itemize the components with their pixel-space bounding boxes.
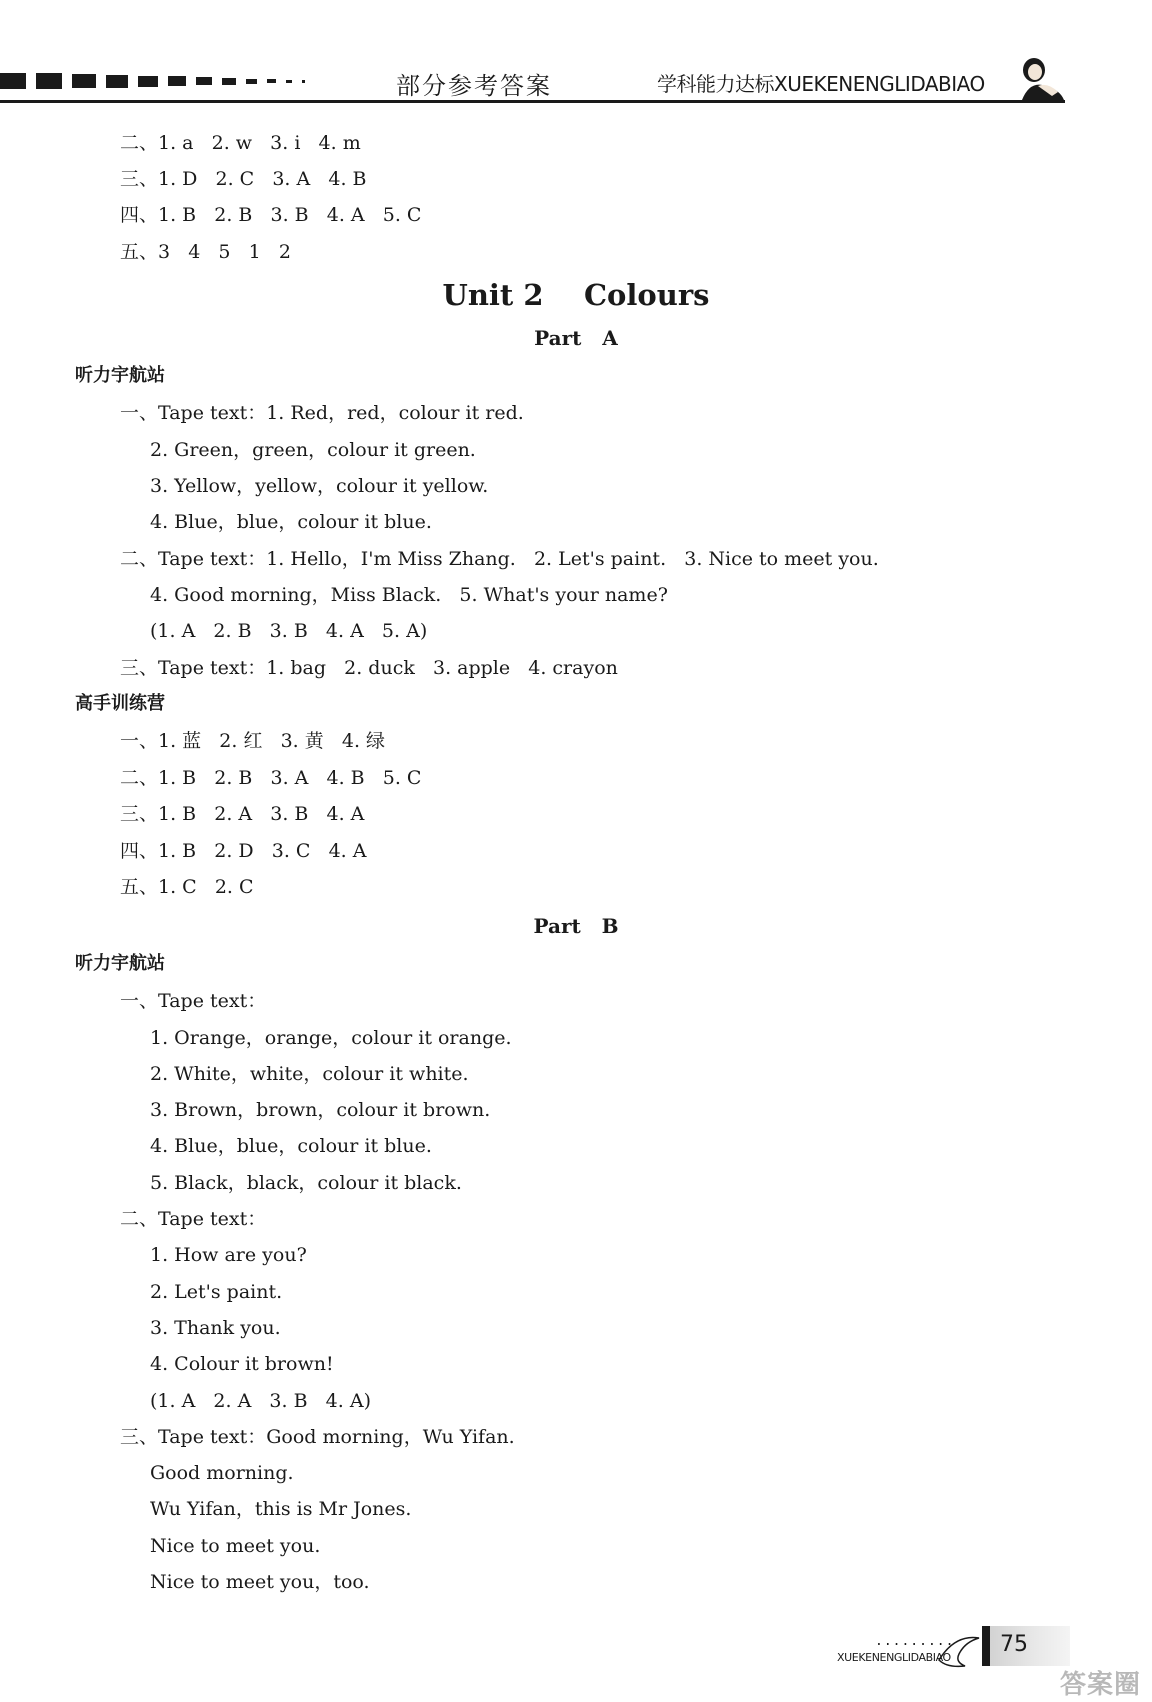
header-rule [0, 100, 1065, 103]
tape-text-line: 4. Blue，blue，colour it blue. [150, 511, 432, 533]
answer-line: 五、3 4 5 1 2 [120, 241, 291, 263]
tape-text-line: 2. Let's paint. [150, 1281, 283, 1303]
page-header [0, 56, 1080, 110]
answer-line: 四、1. B 2. B 3. B 4. A 5. C [120, 204, 422, 226]
tape-text-line: Good morning. [150, 1462, 294, 1484]
swoosh-icon [935, 1630, 985, 1670]
answer-line: 三、1. D 2. C 3. A 4. B [120, 168, 367, 190]
tape-text-line: Wu Yifan，this is Mr Jones. [150, 1498, 412, 1520]
tape-text-line: 三、Tape text：Good morning，Wu Yifan. [120, 1426, 515, 1448]
tape-text-line: 3. Thank you. [150, 1317, 281, 1339]
student-figure-icon [1008, 56, 1066, 102]
part-b-title: Part B [533, 914, 619, 938]
unit-title: Unit 2 Colours [442, 278, 710, 312]
tape-text-line: Nice to meet you. [150, 1535, 321, 1557]
answer-line: 四、1. B 2. D 3. C 4. A [120, 840, 367, 862]
header-title: 部分参考答案 [396, 72, 552, 100]
section-heading-training: 高手训练营 [75, 693, 165, 714]
header-dash-decoration [0, 70, 315, 92]
page-number-box [982, 1626, 1070, 1666]
tape-text-line: 三、Tape text：1. bag 2. duck 3. apple 4. crayon [120, 657, 618, 679]
section-heading-listening: 听力宇航站 [75, 365, 165, 386]
tape-text-line: 5. Black，black，colour it black. [150, 1172, 462, 1194]
page-number: 75 [1000, 1632, 1028, 1657]
tape-text-line: 2. Green，green，colour it green. [150, 439, 476, 461]
answer-line: 二、1. B 2. B 3. A 4. B 5. C [120, 767, 422, 789]
answer-line: (1. A 2. A 3. B 4. A) [150, 1390, 371, 1412]
answer-line: 一、1. 蓝 2. 红 3. 黄 4. 绿 [120, 730, 386, 752]
page-number-bar [982, 1626, 990, 1666]
footer-dots: ......... [875, 1634, 955, 1649]
tape-text-line: 二、Tape text：1. Hello，I'm Miss Zhang. 2. Let's paint. 3. Nice to meet you. [120, 548, 879, 570]
watermark: 答案圈 [1060, 1670, 1142, 1700]
tape-text-line: 4. Colour it brown! [150, 1353, 334, 1375]
section-heading-listening: 听力宇航站 [75, 953, 165, 974]
tape-text-line: Nice to meet you，too. [150, 1571, 370, 1593]
tape-text-line: 1. How are you? [150, 1244, 307, 1266]
tape-text-line: 一、Tape text： [120, 990, 267, 1012]
part-a-title: Part A [534, 326, 618, 350]
footer-brand: XUEKENENGLIDABIAO [837, 1651, 951, 1664]
answer-line: (1. A 2. B 3. B 4. A 5. A) [150, 620, 428, 642]
tape-text-line: 4. Blue，blue，colour it blue. [150, 1135, 432, 1157]
tape-text-line: 1. Orange，orange，colour it orange. [150, 1027, 512, 1049]
header-subject: 学科能力达标XUEKENENGLIDABIAO [657, 72, 985, 96]
tape-text-line: 3. Brown，brown，colour it brown. [150, 1099, 491, 1121]
answer-line: 五、1. C 2. C [120, 876, 254, 898]
tape-text-line: 二、Tape text： [120, 1208, 267, 1230]
answer-line: 二、1. a 2. w 3. i 4. m [120, 132, 361, 154]
tape-text-line: 2. White，white，colour it white. [150, 1063, 469, 1085]
answer-line: 三、1. B 2. A 3. B 4. A [120, 803, 365, 825]
tape-text-line: 4. Good morning，Miss Black. 5. What's your name? [150, 584, 668, 606]
tape-text-line: 一、Tape text：1. Red，red，colour it red. [120, 402, 524, 424]
tape-text-line: 3. Yellow，yellow，colour it yellow. [150, 475, 489, 497]
